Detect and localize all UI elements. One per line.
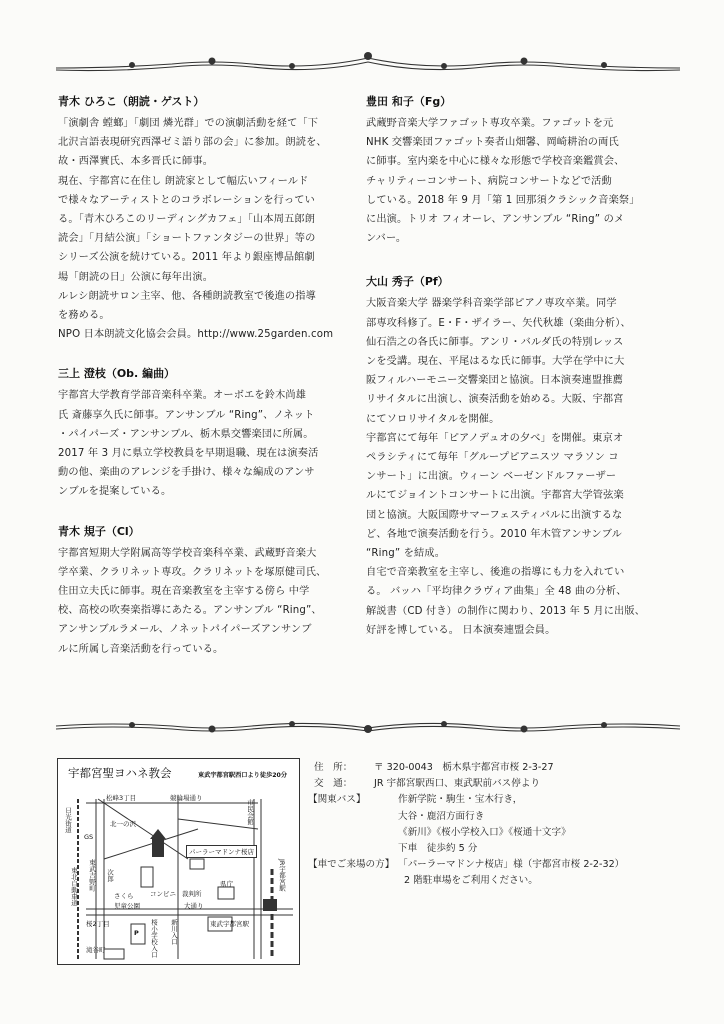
map-label: コンビニ [150, 890, 176, 898]
map-subtitle: 東武宇都宮駅西口より徒歩20分 [198, 772, 288, 779]
bio-oyama-hideko [366, 274, 684, 640]
right-column [366, 94, 684, 662]
bio-name: 青木 ひろこ（朗読・ゲスト） [58, 95, 205, 108]
map-title: 宇都宮聖ヨハネ教会 [68, 766, 172, 780]
map-label: 裁判所 [182, 890, 202, 898]
bio-text: 武蔵野音楽大学ファゴット専攻卒業。ファゴットを元 NHK 交響楽団ファゴット奏者山畑馨、岡崎耕治の両氏 に師事。室内楽を中心に様々な形態で学校音楽鑑賞会、 チャリティーコンサート、病院コンサートなどで活動 している。2018 年 9 月「第 1 回那須クラシック音楽祭」 に出演。トリオ フィオーレ、アンサンブル “Ring” のメ ンバー。 [366, 118, 640, 245]
address-row: 住 所： 〒 320-0043 栃木県宇都宮市桜 2-3-27 [314, 762, 554, 773]
map-label: 市民会館 [246, 799, 254, 825]
bus-row: 大谷・鹿沼方面行き [398, 810, 485, 822]
access-map [57, 758, 300, 965]
map-label: 東武吉野町 [88, 859, 96, 892]
map-label: 東北自動車道 [70, 867, 78, 906]
map-label: 次郎 [106, 869, 114, 882]
map-label: 新川入口 [170, 919, 178, 945]
map-label: 松峰3丁目 [106, 794, 137, 802]
bio-aoki-hiroko [58, 94, 376, 344]
map-label: 桜2丁目 [86, 920, 110, 928]
map-label: 滝谷町 [86, 946, 106, 954]
map-label: 県庁 [220, 880, 233, 888]
map-label: P [134, 929, 139, 937]
map-label: 東武宇都宮駅 [210, 920, 249, 928]
map-label: 大通り [184, 902, 204, 910]
bio-name: 大山 秀子（Pf） [366, 275, 449, 289]
bio-text: 宇都宮短期大学附属高等学校音楽科卒業、武蔵野音楽大 学卒業、クラリネット専攻。クラリネットを塚原健司氏、 住田立夫氏に師事。現在音楽教室を主宰する傍ら 中学 校、高校の吹奏楽指導にあたる。アンサンブル “Ring”、 アンサンブルラメール、ノネットパイパーズアンサンブ ルに所属し音楽活動を行っている。 [58, 547, 327, 655]
bio-name: 青木 規子（Cl） [58, 524, 140, 538]
bottom-ornament [52, 712, 684, 738]
bio-mikami-sumie [58, 366, 376, 501]
map-label: さくら [114, 892, 134, 900]
bio-text: 「演劇舎 螳螂」「劇団 燐光群」での演劇活動を経て「下 北沢言語表現研究西澤ゼミ語り部の会」に参加。朗読を、 故・西澤實氏、本多晋氏に師事。 現在、宇都宮に在住し 朗読家として幅広いフィールド で様々なアーティストとのコラボレーションを行ってい る。「青木ひろこのリーディングカフェ」「山本周五郎朗 読会」「月結公演」「ショートファンタジーの世界」等の シリーズ公演を続けている。2011 年より銀座博品館劇 場「朗読の日」公演に毎年出演。 ルレシ朗読サロン主宰、他、各種朗読教室で後進の指導 を務める。 NPO 日本朗読文化協会会員。http://www.25garden.com [58, 118, 334, 341]
map-label: 桜小学校入口 [150, 919, 158, 958]
bio-toyoda-kazuko [366, 94, 684, 248]
car-row: 2 階駐車場をご利用ください。 [404, 875, 538, 887]
bio-text: 大阪音楽大学 器楽学科音楽学部ピアノ専攻卒業。同学 部専攻科修了。E・F・ザイラー、矢代秋雄（楽曲分析）、 仙石浩之の各氏に師事。アンリ・バルダ氏の特別レッス ンを受講。現在、平尾はるな氏に師事。大学在学中に大 阪フィルハーモニー交響楽団と協演。日本演奏連盟推薦 リサイタルに出演し、演奏活動を始める。大阪、宇都宮 にてソロリサイタルを開催。 宇都宮にて毎年「ピアノデュオの夕べ」を開催。東京オ ペラシティにて毎年「グループピアニスツ マラソン コ ンサート」に出演。ウィーン ベーゼンドルファーザー ルにてジョイントコンサートに出演。宇都宮大学管弦楽 団と協演。大阪国際サマーフェスティバルに出演するな ど、各地で演奏活動を行う。2010 年木管アンサンブル “Ring” を結成。 自宅で音楽教室を主宰し、後進の指導にも力を入れてい る。 バッハ「平均律クラヴィア曲集」全 48 曲の分析、 解説書（CD 付き）の制作に関わり、2013 年 5 月に出版、 好評を博している。 日本演奏連盟会員。 [366, 298, 646, 636]
map-label: 児童公園 [114, 902, 140, 910]
bus-row: 下車 徒歩約 5 分 [398, 842, 478, 854]
bus-row: 《新川》《桜小学校入口》《桜通十文字》 [398, 826, 571, 838]
bio-name: 三上 澄枝（Ob. 編曲） [58, 367, 176, 381]
left-column [58, 94, 376, 681]
map-label: JR宇都宮駅 [278, 859, 286, 892]
bus-row: 【関東バス】 作新学院・駒生・宝木行き， [308, 794, 523, 806]
bio-aoki-noriko [58, 524, 376, 659]
map-label-parlor: パーラーマドンナ桜店 [186, 845, 257, 858]
map-label: 競輪場通り [170, 794, 203, 802]
car-row: 【車でご来場の方】 「パーラーマドンナ桜店」様（宇都宮市桜 2-2-32） [308, 859, 625, 871]
bio-name: 豊田 和子（Fg） [366, 95, 452, 108]
access-info [308, 760, 708, 890]
top-ornament [52, 50, 684, 76]
map-label: GS [84, 833, 94, 841]
map-label: 北一の沢 [110, 820, 136, 828]
bio-text: 宇都宮大学教育学部音楽科卒業。オーボエを鈴木尚雄 氏 斎藤享久氏に師事。アンサンブル “Ring”、ノネット ・パイパーズ・アンサンブル、栃木県交響楽団に所属。 2017 年 3 月に県立学校教員を早期退職、現在は演奏活 動の他、楽曲のアレンジを手掛け、様々な編成のアンサ ンブルを提案している。 [58, 390, 319, 498]
transport-row: 交 通： JR 宇都宮駅西口、東武駅前バス停より [314, 778, 541, 790]
map-label: 日光街道 [64, 807, 72, 833]
